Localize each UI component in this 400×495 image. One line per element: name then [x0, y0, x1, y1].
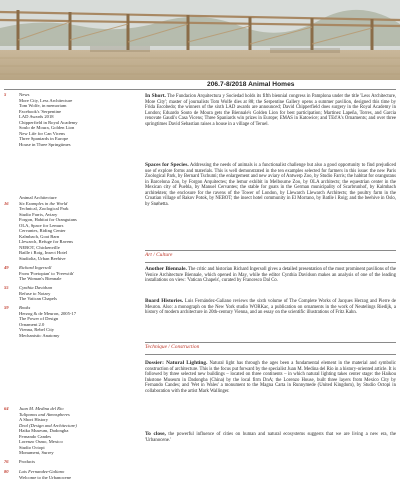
paragraph-lead: Board Histories. [145, 298, 184, 304]
toc-line: Refuse to Notary [19, 290, 51, 296]
toc-line: Herzog & de Meuron, 2005-17 [19, 310, 77, 316]
toc-line: A Short History [19, 417, 49, 423]
section-label-technique-construction: Technique / Construction [145, 344, 200, 350]
section-rule [145, 250, 396, 251]
toc-line: Mechanistic Anatomy [19, 332, 60, 338]
summary-board-histories [145, 299, 396, 316]
toc-line: Tulipanos and Atmospheres [19, 411, 70, 417]
toc-page-number: 80 [4, 469, 9, 474]
summary-natural-lighting [145, 361, 396, 394]
toc-line: Cervantes, Riding Center [19, 228, 66, 234]
toc-line: Monument, Surrey [19, 450, 54, 456]
paragraph-text: The Fundacion Arquitectura y Sociedad holds its fifth biennial congress in Pamplona under the title 'Less Architecture, More City'; master of journalists Tom Wolfe dies at 88; the Serpentine Gallery opens a summer pavilion, designed this time by Frida Escobedo; the winners of the sixth LAD awards are announced; David Chipperfield does surgery in the Royal Academy in London; Eduardo Souto de Moura gets the Biennale's Golden Lion for best participation; Martinez Lapeña, Torres, and Garcia renovate Gaudi's Casa Vicens; Three Spaniards win prizes in Europe; EMAS in Katowice; and TEd'A's Ornaments; and over three springtimes David Sebastian raises a house in a village of Teruel. [145, 94, 396, 127]
toc-line: Soulo de Moura, Golden Lion [19, 125, 75, 131]
toc-line: Llewarch, Refuge for Ravens [19, 239, 74, 245]
paragraph-lead: Dossier: Natural Lighting. [145, 360, 208, 366]
toc-line: Haika Museum, Dadongba [19, 428, 69, 434]
toc-line: Studiolta, Urban Beehive [19, 256, 66, 262]
toc-line: Kalmbach, Goat Barn [19, 233, 60, 239]
toc-line: More City, Less Architecture [19, 97, 73, 103]
toc-page-number: 64 [4, 406, 9, 411]
toc-line: House in Three Springtimes [19, 141, 71, 147]
paragraph-text: The critic and historian Richard Ingersoll gives a detailed presentation of the most prominent pavilions of the Venice Architecture Biennale, which opened in May, while the editor Cynthia Davidson makes an analysis of one of the leading installations on view: 'Vatican Chapels', curated by Francesco Dal Co. [145, 267, 396, 284]
toc-line: Tom Wolfe, in memoriam [19, 103, 67, 109]
toc-page-number: 16 [4, 200, 9, 206]
toc-page-number: 55 [4, 285, 9, 290]
toc-page-number: 59 [4, 305, 9, 310]
toc-line: LAD Awards 2018 [19, 114, 54, 120]
toc-line: New Life for Can Vicens [19, 130, 66, 136]
toc-line: Vienna, Rebel City [19, 327, 55, 333]
toc-line: Ornament 2.0 [19, 321, 45, 327]
toc-line: OLA, Space for Lemurs [19, 222, 64, 228]
toc-line: Batlle i Roig, Insect Hotel [19, 250, 68, 256]
toc-line: The Vatican Chapels [19, 296, 57, 302]
toc-line: Cynthia Davidson [19, 285, 53, 290]
paragraph-text: Natural light has through the ages been a fundamental element in the material and symbolic construction of architecture. This is the focus put forward by the specialist Juan M. Medina del Rio in a history-oriented article. It is followed by three selected new buildings – located on three continents – in which natural lighting takes center stage: the Haikou Inkstone Museum in Dadongba (China) by the local firm DnA; the Lorenzo House, built three layers from Mexico City by Fernando Candes; and 'Wet in Wales' a monument to the Magna Carta in Runnymede (United Kingdom), by Studio Octopi in collaboration with the artist Mark Wallinger. [145, 361, 396, 394]
summary-in-short [145, 94, 396, 127]
paragraph-text: Addressing the needs of animals is a functionalist challenge but also a good opportunity to find prejudiced use of explore forms and materials. This is well demonstrated in the ten examples selected for farmers in this issue: the new Paris Zoological Park, by Bernard Tschumi; the enlargement and new aviary of Antwerp Zoo, by Studio Farris; the habitat for orangutans in Barcelona Zoo, by Forgon Arquitectes; the lemur exhibit in Melbourne Zoo, by OLA architects; the equestrian center in the Mexican city of Puebla, by Manuel Cervantes; the stable for goats in the German municipality of Scarbrunhof, by Kalmbach architekten; the enclosure for the ravens of the Tower of London, by Llewarch Llewarch Architects; the poultry farm in the Croatian village of Rakov Potok, by NEBOT; the insect hotel community in El Morrano, by Batlle i Roig; and the beehive in Oslo, by Snøhetta. [145, 163, 396, 207]
toc-line: NEBOT, Chickenville [19, 244, 60, 250]
paragraph-lead: Spaces for Species. [145, 162, 189, 168]
paragraph-text: Luis Fernández-Galiano reviews the sixth volume of The Complete Works of Jacques Herzog and Pierre de Meuron. Also: a monograph on the New York studio WORKac, a publication on ornaments in the work of Neutelings Riedijk, a history of modern architecture in 20th-century Vienna, and an essay on the scientific illustrations of Fritz Kahn. [145, 299, 397, 316]
toc-line: Facebook's 'Serpentine [19, 108, 62, 114]
toc-line: Fernando Candes [19, 433, 52, 439]
section-label-art-culture: Art / Culture [145, 252, 173, 258]
toc-line: Three Spaniards in Europe [19, 136, 69, 142]
summary-another-biennale [145, 267, 396, 284]
toc-line: Studio Octopi [19, 444, 45, 450]
summary-to-close [145, 432, 396, 443]
toc-line: Animal Architecture [19, 195, 57, 200]
paragraph-text: the powerful influence of cities on human and natural ecosystems suggests that we are living a new era, the 'Urbanocene.' [145, 432, 396, 443]
issue-header: 206.7-8/2018 Animal Homes [207, 81, 295, 88]
toc-line: Deal (Design and Architecture) [19, 422, 77, 428]
paragraph-lead: In Short. [145, 93, 166, 99]
toc-line: Richard Ingersoll [19, 265, 52, 270]
toc-line: The Power of Design [19, 316, 59, 322]
paragraph-lead: To close, [145, 431, 166, 437]
paragraph-lead: Another Biennale. [145, 266, 187, 272]
section-rule [145, 262, 396, 263]
section-rule [145, 354, 396, 355]
toc-page-number: 49 [4, 265, 9, 270]
toc-line: Chipperfield in Royal Academy [19, 119, 78, 125]
toc-line: Books [19, 305, 31, 310]
toc-line: News [19, 92, 30, 97]
table-of-contents [4, 92, 138, 492]
toc-line: Six Examples in the World [19, 200, 68, 206]
toc-line: Lorenzo Osmo, Mexico [19, 439, 63, 445]
cover-photo-timber-structure [0, 0, 400, 80]
toc-line: Products [19, 459, 36, 464]
toc-page-number: 76 [4, 459, 9, 464]
toc-line: Luis Fernandez-Galiano [19, 469, 65, 474]
section-rule [145, 342, 396, 343]
toc-line: From 'Poetopian' to 'Freewith' [19, 270, 74, 276]
toc-line: Welcome to the Urbanocene [19, 474, 72, 480]
toc-line: Technical, Zoological Park [19, 206, 69, 212]
summary-spaces-for-species [145, 163, 396, 207]
toc-line: Studio Farris, Aviary [19, 211, 58, 217]
toc-line: The Woman's Biennale [19, 276, 62, 282]
toc-line: Juan M. Medina del Rio [19, 406, 64, 411]
toc-line: Forgon, Habitat for Orangutans [19, 217, 77, 223]
header-rule [4, 89, 396, 90]
toc-page-number: 5 [4, 92, 7, 97]
